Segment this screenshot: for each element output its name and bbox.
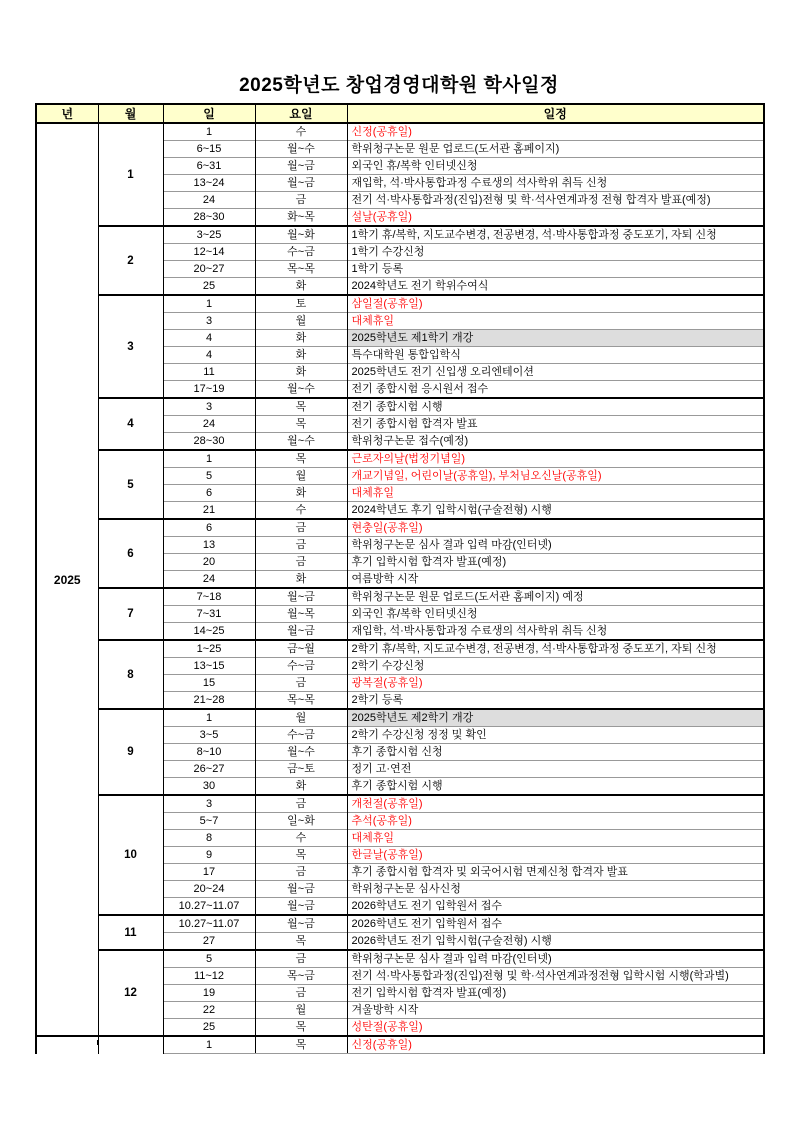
weekday-cell: 목 xyxy=(255,398,347,416)
event-cell: 2024학년도 후기 입학시험(구술전형) 시행 xyxy=(347,502,764,520)
calendar-row xyxy=(36,795,764,813)
weekday-cell: 금 xyxy=(255,985,347,1002)
day-cell: 1~25 xyxy=(163,640,255,658)
day-cell: 3 xyxy=(163,795,255,813)
event-cell: 2학기 수강신청 정정 및 확인 xyxy=(347,727,764,744)
event-cell: 재입학, 석·박사통합과정 수료생의 석사학위 취득 신청 xyxy=(347,175,764,192)
col-header-month: 월 xyxy=(98,104,163,123)
weekday-cell: 목~목 xyxy=(255,692,347,710)
day-cell: 3 xyxy=(163,398,255,416)
day-cell: 24 xyxy=(163,571,255,589)
weekday-cell: 화 xyxy=(255,364,347,381)
weekday-cell: 금 xyxy=(255,795,347,813)
page-title: 2025학년도 창업경영대학원 학사일정 xyxy=(239,75,559,96)
day-cell: 22 xyxy=(163,1002,255,1019)
holiday-event-cell: 근로자의날(법정기념일) xyxy=(347,450,764,468)
event-cell: 2학기 수강신청 xyxy=(347,658,764,675)
weekday-cell: 월~화 xyxy=(255,226,347,244)
event-cell: 정기 고·연전 xyxy=(347,761,764,778)
calendar-row xyxy=(36,915,764,933)
day-cell: 3~25 xyxy=(163,226,255,244)
day-cell: 8 xyxy=(163,830,255,847)
day-cell: 24 xyxy=(163,416,255,433)
day-cell: 28~30 xyxy=(163,433,255,451)
weekday-cell: 월 xyxy=(255,313,347,330)
weekday-cell: 금 xyxy=(255,950,347,968)
event-cell: 겨울방학 시작 xyxy=(347,1002,764,1019)
event-cell: 2025학년도 전기 신입생 오리엔테이션 xyxy=(347,364,764,381)
day-cell: 24 xyxy=(163,192,255,209)
weekday-cell: 월~목 xyxy=(255,606,347,623)
event-cell: 학위청구논문 심사 결과 입력 마감(인터넷) xyxy=(347,950,764,968)
weekday-cell: 월~금 xyxy=(255,623,347,641)
event-cell: 여름방학 시작 xyxy=(347,571,764,589)
month-cell: 2 xyxy=(98,226,163,295)
event-cell: 1학기 수강신청 xyxy=(347,244,764,261)
month-cell: 5 xyxy=(98,450,163,519)
day-cell: 6~31 xyxy=(163,158,255,175)
holiday-event-cell: 현충일(공휴일) xyxy=(347,519,764,537)
weekday-cell: 금~월 xyxy=(255,640,347,658)
day-cell: 21~28 xyxy=(163,692,255,710)
weekday-cell: 월~금 xyxy=(255,158,347,175)
day-cell: 10.27~11.07 xyxy=(163,898,255,916)
col-header-event: 일정 xyxy=(347,104,764,123)
day-cell: 1 xyxy=(163,295,255,313)
holiday-event-cell: 신정(공휴일) xyxy=(347,1036,764,1054)
weekday-cell: 목 xyxy=(255,847,347,864)
day-cell: 13~15 xyxy=(163,658,255,675)
weekday-cell: 수 xyxy=(255,502,347,520)
holiday-event-cell: 삼일절(공휴일) xyxy=(347,295,764,313)
weekday-cell: 목~금 xyxy=(255,968,347,985)
weekday-cell: 수~금 xyxy=(255,727,347,744)
month-cell: 12 xyxy=(98,950,163,1036)
month-cell: 11 xyxy=(98,915,163,950)
event-cell: 2026학년도 전기 입학시험(구술전형) 시행 xyxy=(347,933,764,951)
day-cell: 28~30 xyxy=(163,209,255,227)
day-cell: 25 xyxy=(163,278,255,296)
weekday-cell: 일~화 xyxy=(255,813,347,830)
weekday-cell: 화 xyxy=(255,347,347,364)
holiday-event-cell: 대체휴일 xyxy=(347,485,764,502)
day-cell: 6 xyxy=(163,519,255,537)
calendar-row xyxy=(36,519,764,537)
month-column-border-stub xyxy=(163,1040,164,1045)
day-cell: 4 xyxy=(163,347,255,364)
event-cell: 2학기 등록 xyxy=(347,692,764,710)
event-cell: 1학기 등록 xyxy=(347,261,764,278)
col-header-year: 년 xyxy=(36,104,98,123)
event-cell: 학위청구논문 원문 업로드(도서관 홈페이지) 예정 xyxy=(347,588,764,606)
day-cell: 4 xyxy=(163,330,255,347)
weekday-cell: 월 xyxy=(255,1002,347,1019)
weekday-cell: 화 xyxy=(255,485,347,502)
day-cell: 1 xyxy=(163,123,255,141)
day-cell: 1 xyxy=(163,709,255,727)
event-cell: 학위청구논문 접수(예정) xyxy=(347,433,764,451)
day-cell: 3~5 xyxy=(163,727,255,744)
day-cell: 5~7 xyxy=(163,813,255,830)
calendar-row xyxy=(36,295,764,313)
weekday-cell: 금 xyxy=(255,554,347,571)
calendar-row xyxy=(36,950,764,968)
month-cell: 6 xyxy=(98,519,163,588)
day-cell: 10.27~11.07 xyxy=(163,915,255,933)
day-cell: 8~10 xyxy=(163,744,255,761)
event-cell: 외국인 휴/복학 인터넷신청 xyxy=(347,606,764,623)
day-cell: 14~25 xyxy=(163,623,255,641)
month-cell: 9 xyxy=(98,709,163,795)
table-cut-stub xyxy=(35,1040,763,1045)
day-cell: 20~24 xyxy=(163,881,255,898)
event-cell: 2학기 휴/복학, 지도교수변경, 전공변경, 석·박사통합과정 중도포기, 자퇴 신청 xyxy=(347,640,764,658)
holiday-event-cell: 개천절(공휴일) xyxy=(347,795,764,813)
calendar-row xyxy=(36,588,764,606)
calendar-row xyxy=(36,123,764,141)
day-cell: 12~14 xyxy=(163,244,255,261)
event-cell: 외국인 휴/복학 인터넷신청 xyxy=(347,158,764,175)
event-cell: 학위청구논문 심사 결과 입력 마감(인터넷) xyxy=(347,537,764,554)
event-cell: 후기 종합시험 시행 xyxy=(347,778,764,796)
day-cell: 27 xyxy=(163,933,255,951)
month-cell: 4 xyxy=(98,398,163,450)
holiday-event-cell: 대체휴일 xyxy=(347,830,764,847)
weekday-cell: 화 xyxy=(255,330,347,347)
weekday-cell: 목 xyxy=(255,416,347,433)
day-cell: 19 xyxy=(163,985,255,1002)
event-cell: 전기 석·박사통합과정(진입)전형 및 학·석사연계과정전형 입학시험 시행(학과별) xyxy=(347,968,764,985)
weekday-cell: 화 xyxy=(255,571,347,589)
weekday-cell: 금~토 xyxy=(255,761,347,778)
weekday-cell: 금 xyxy=(255,675,347,692)
weekday-cell: 월~금 xyxy=(255,915,347,933)
holiday-event-cell: 설날(공휴일) xyxy=(347,209,764,227)
day-cell: 5 xyxy=(163,950,255,968)
event-cell: 2025학년도 제2학기 개강 xyxy=(347,709,764,727)
event-cell: 전기 종합시험 응시원서 접수 xyxy=(347,381,764,399)
event-cell: 재입학, 석·박사통합과정 수료생의 석사학위 취득 신청 xyxy=(347,623,764,641)
event-cell: 후기 종합시험 신청 xyxy=(347,744,764,761)
weekday-cell: 월~금 xyxy=(255,175,347,192)
weekday-cell: 월~금 xyxy=(255,898,347,916)
day-cell: 3 xyxy=(163,313,255,330)
day-cell: 30 xyxy=(163,778,255,796)
year-column-border-stub xyxy=(97,1040,98,1045)
calendar-row xyxy=(36,640,764,658)
day-cell: 17 xyxy=(163,864,255,881)
month-cell: 8 xyxy=(98,640,163,709)
weekday-cell: 월~금 xyxy=(255,881,347,898)
col-header-day: 일 xyxy=(163,104,255,123)
month-cell: 3 xyxy=(98,295,163,398)
day-cell: 21 xyxy=(163,502,255,520)
month-cell: 1 xyxy=(98,123,163,226)
holiday-event-cell: 한글날(공휴일) xyxy=(347,847,764,864)
day-cell: 11 xyxy=(163,364,255,381)
weekday-cell: 금 xyxy=(255,537,347,554)
calendar-row xyxy=(36,450,764,468)
weekday-cell: 화 xyxy=(255,778,347,796)
event-cell: 전기 종합시험 합격자 발표 xyxy=(347,416,764,433)
event-cell: 전기 종합시험 시행 xyxy=(347,398,764,416)
holiday-event-cell: 대체휴일 xyxy=(347,313,764,330)
day-cell: 6 xyxy=(163,485,255,502)
event-cell: 2024학년도 전기 학위수여식 xyxy=(347,278,764,296)
weekday-cell: 월~수 xyxy=(255,744,347,761)
weekday-cell: 월~수 xyxy=(255,141,347,158)
weekday-cell: 수 xyxy=(255,830,347,847)
day-cell: 6~15 xyxy=(163,141,255,158)
day-cell: 5 xyxy=(163,468,255,485)
holiday-event-cell: 추석(공휴일) xyxy=(347,813,764,830)
weekday-cell: 목 xyxy=(255,1019,347,1037)
day-cell: 1 xyxy=(163,1036,255,1054)
day-cell: 25 xyxy=(163,1019,255,1037)
weekday-cell: 월~수 xyxy=(255,381,347,399)
header-row xyxy=(36,104,764,123)
day-cell: 7~31 xyxy=(163,606,255,623)
day-cell: 13 xyxy=(163,537,255,554)
day-cell: 1 xyxy=(163,450,255,468)
month-cell: 7 xyxy=(98,588,163,640)
weekday-cell: 수 xyxy=(255,123,347,141)
weekday-cell: 월~수 xyxy=(255,433,347,451)
weekday-cell: 목 xyxy=(255,1036,347,1054)
day-cell: 20~27 xyxy=(163,261,255,278)
event-cell: 학위청구논문 심사신청 xyxy=(347,881,764,898)
month-cell: 10 xyxy=(98,795,163,915)
weekday-cell: 금 xyxy=(255,192,347,209)
table-left-border-stub xyxy=(35,1040,37,1045)
col-header-weekday: 요일 xyxy=(255,104,347,123)
weekday-cell: 월 xyxy=(255,709,347,727)
weekday-cell: 목 xyxy=(255,933,347,951)
day-cell: 15 xyxy=(163,675,255,692)
holiday-event-cell: 개교기념일, 어린이날(공휴일), 부처님오신날(공휴일) xyxy=(347,468,764,485)
calendar-row xyxy=(36,226,764,244)
weekday-cell: 금 xyxy=(255,864,347,881)
calendar-row xyxy=(36,398,764,416)
day-cell: 26~27 xyxy=(163,761,255,778)
weekday-cell: 화 xyxy=(255,278,347,296)
event-cell: 후기 입학시험 합격자 발표(예정) xyxy=(347,554,764,571)
day-cell: 9 xyxy=(163,847,255,864)
weekday-cell: 목~목 xyxy=(255,261,347,278)
weekday-cell: 월~금 xyxy=(255,588,347,606)
weekday-cell: 목 xyxy=(255,450,347,468)
weekday-cell: 토 xyxy=(255,295,347,313)
academic-calendar-table xyxy=(35,103,765,1054)
day-cell: 11~12 xyxy=(163,968,255,985)
weekday-cell: 화~목 xyxy=(255,209,347,227)
weekday-cell: 금 xyxy=(255,519,347,537)
day-cell: 7~18 xyxy=(163,588,255,606)
calendar-row xyxy=(36,709,764,727)
event-cell: 후기 종합시험 합격자 및 외국어시험 면제신청 합격자 발표 xyxy=(347,864,764,881)
holiday-event-cell: 신정(공휴일) xyxy=(347,123,764,141)
weekday-cell: 수~금 xyxy=(255,658,347,675)
holiday-event-cell: 광복절(공휴일) xyxy=(347,675,764,692)
event-cell: 1학기 휴/복학, 지도교수변경, 전공변경, 석·박사통합과정 중도포기, 자퇴 신청 xyxy=(347,226,764,244)
event-cell: 2025학년도 제1학기 개강 xyxy=(347,330,764,347)
weekday-cell: 수~금 xyxy=(255,244,347,261)
year-cell: 2025 xyxy=(36,123,98,1036)
event-cell: 전기 입학시험 합격자 발표(예정) xyxy=(347,985,764,1002)
holiday-event-cell: 성탄절(공휴일) xyxy=(347,1019,764,1037)
event-cell: 2026학년도 전기 입학원서 접수 xyxy=(347,898,764,916)
weekday-cell: 월 xyxy=(255,468,347,485)
day-cell: 13~24 xyxy=(163,175,255,192)
event-cell: 2026학년도 전기 입학원서 접수 xyxy=(347,915,764,933)
event-cell: 전기 석·박사통합과정(진입)전형 및 학·석사연계과정 전형 합격자 발표(예정) xyxy=(347,192,764,209)
event-cell: 학위청구논문 원문 업로드(도서관 홈페이지) xyxy=(347,141,764,158)
day-cell: 17~19 xyxy=(163,381,255,399)
day-cell: 20 xyxy=(163,554,255,571)
event-cell: 특수대학원 통합입학식 xyxy=(347,347,764,364)
